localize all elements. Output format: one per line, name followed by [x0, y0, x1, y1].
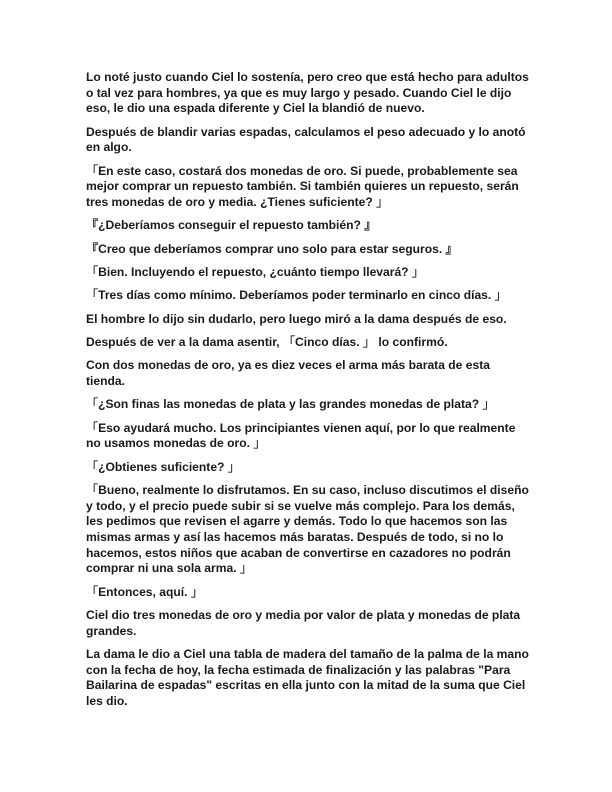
dialogue-line: 「Eso ayudará mucho. Los principiantes vienen aquí, por lo que realmente no usamos monedas de oro. 」: [86, 420, 516, 451]
dialogue-line: 「En este caso, costará dos monedas de oro. Si puede, probablemente sea mejor comprar un repuesto también. Si también quieres un repuesto, serán tres monedas de oro y media. ¿Tienes suficiente? 」: [86, 163, 519, 209]
dialogue-line: 「Entonces, aquí. 」: [86, 584, 203, 599]
document-page: [86, 70, 530, 717]
paragraph: Lo noté justo cuando Ciel lo sostenía, pero creo que está hecho para adultos o tal vez para hombres, ya que es muy largo y pesado. Cuando Ciel le dijo eso, le dio una espada diferente y Ciel la blandió de nuevo.: [86, 70, 529, 116]
dialogue-line: 「Tres días como mínimo. Deberíamos poder terminarlo en cinco días. 」: [86, 288, 507, 303]
paragraph: Ciel dio tres monedas de oro y media por valor de plata y monedas de plata grandes.: [86, 607, 521, 638]
dialogue-line: 『¿Deberíamos conseguir el repuesto también? 』: [86, 218, 377, 233]
paragraph: Con dos monedas de oro, ya es diez veces el arma más barata de esta tienda.: [86, 358, 490, 389]
dialogue-line: 「¿Son finas las monedas de plata y las grandes monedas de plata? 」: [86, 397, 495, 412]
paragraph: Después de blandir varias espadas, calculamos el peso adecuado y lo anotó en algo.: [86, 124, 526, 155]
paragraph: La dama le dio a Ciel una tabla de madera del tamaño de la palma de la mano con la fecha de hoy, la fecha estimada de finalización y las palabras "Para Bailarina de espadas" escritas en ella junto con la mitad de la suma que Ciel les dio.: [86, 646, 529, 708]
paragraph: El hombre lo dijo sin dudarlo, pero luego miró a la dama después de eso.: [86, 311, 507, 326]
dialogue-line: 『Creo que deberíamos comprar uno solo para estar seguros. 』: [86, 241, 458, 256]
dialogue-line: 「¿Obtienes suficiente? 」: [86, 459, 240, 474]
dialogue-line: 「Bueno, realmente lo disfrutamos. En su caso, incluso discutimos el diseño y todo, y el precio puede subir si se vuelve más complejo. Para los demás, les pedimos que revisen el agarre y demás. Todo lo que hacemos son las mismas armas y así las hacemos más baratas. Después de todo, si no lo hacemos, estos niños que acaban de convertirse en cazadores no podrán comprar ni una sola arma. 」: [86, 483, 529, 576]
paragraph: Después de ver a la dama asentir, 「Cinco días. 」 lo confirmó.: [86, 335, 448, 350]
dialogue-line: 「Bien. Incluyendo el repuesto, ¿cuánto tiempo llevará? 」: [86, 264, 425, 279]
